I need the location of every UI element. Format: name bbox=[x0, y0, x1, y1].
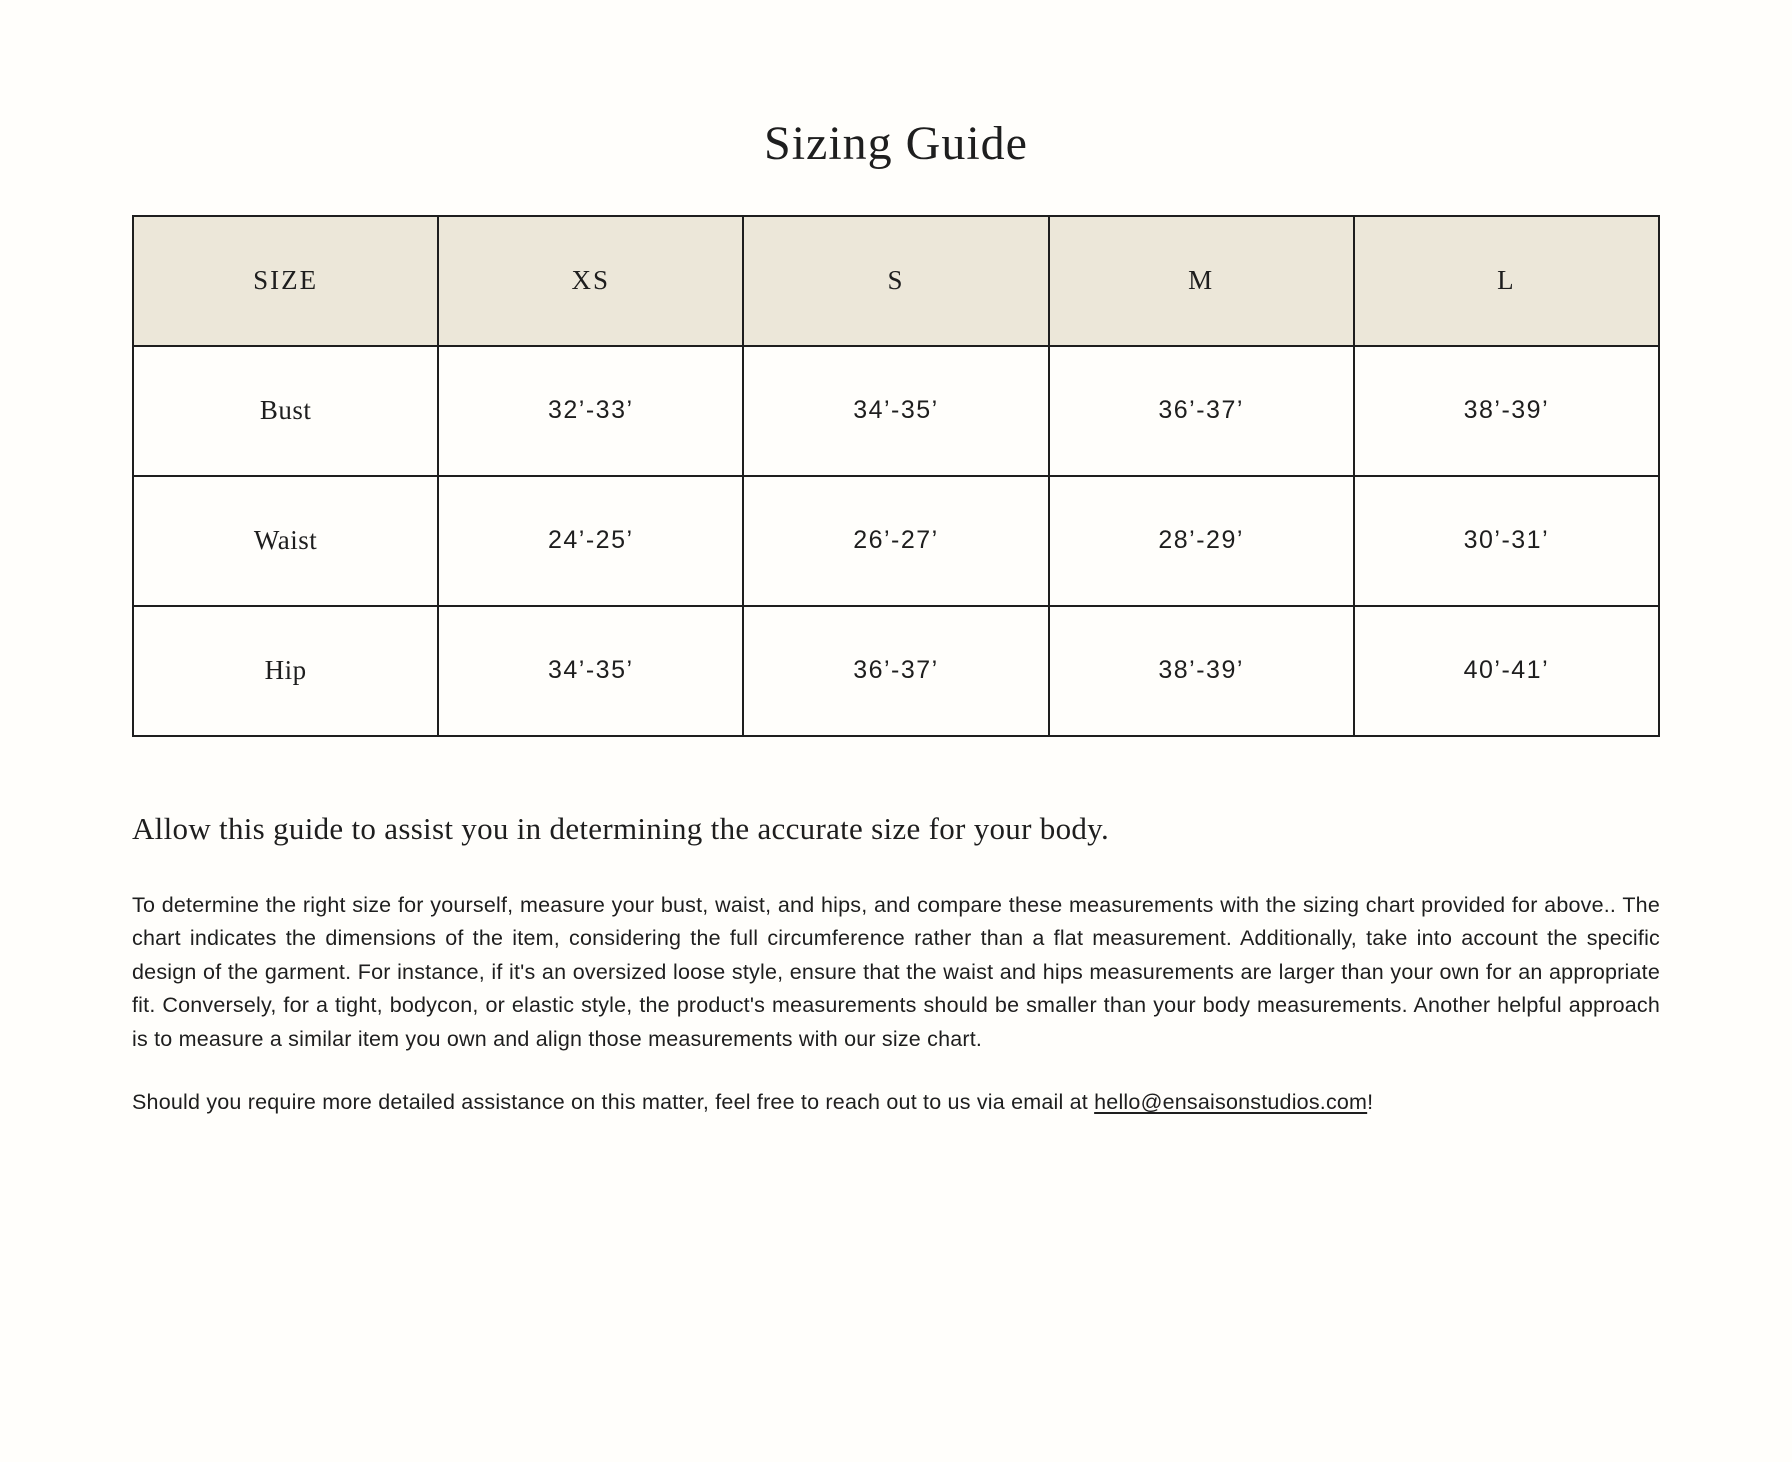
size-table-header-row bbox=[133, 216, 1659, 346]
header-size: SIZE bbox=[133, 216, 438, 346]
header-s: S bbox=[743, 216, 1048, 346]
table-row-waist bbox=[133, 476, 1659, 606]
header-xs: XS bbox=[438, 216, 743, 346]
bust-m-value: 36’-37’ bbox=[1049, 346, 1354, 476]
bust-s-value: 34’-35’ bbox=[743, 346, 1048, 476]
contact-suffix-text: ! bbox=[1367, 1090, 1374, 1115]
hip-l-value: 40’-41’ bbox=[1354, 606, 1659, 736]
contact-line bbox=[132, 1090, 1660, 1115]
hip-m-value: 38’-39’ bbox=[1049, 606, 1354, 736]
row-label-bust: Bust bbox=[133, 346, 438, 476]
sizing-instructions-paragraph: To determine the right size for yourself, measure your bust, waist, and hips, and compare these measurements with the sizing chart provided for above.. The chart indicates the dimensions of the item, considering the full circumference rather than a flat measurement. Additionally, take into account the specific design of the garment. For instance, if it's an oversized loose style, ensure that the waist and hips measurements are larger than your own for an appropriate fit. Conversely, for a tight, bodycon, or elastic style, the product's measurements should be smaller than your body measurements. Another helpful approach is to measure a similar item you own and align those measurements with our size chart. bbox=[132, 892, 1660, 1051]
header-m: M bbox=[1049, 216, 1354, 346]
email-link[interactable]: hello@ensaisonstudios.com bbox=[1094, 1090, 1368, 1115]
bust-l-value: 38’-39’ bbox=[1354, 346, 1659, 476]
hip-xs-value: 34’-35’ bbox=[438, 606, 743, 736]
table-row-hip bbox=[133, 606, 1659, 736]
waist-m-value: 28’-29’ bbox=[1049, 476, 1354, 606]
row-label-waist: Waist bbox=[133, 476, 438, 606]
waist-s-value: 26’-27’ bbox=[743, 476, 1048, 606]
contact-prefix-text: Should you require more detailed assistance on this matter, feel free to reach out to us via email at bbox=[132, 1090, 1095, 1115]
hip-s-value: 36’-37’ bbox=[743, 606, 1048, 736]
page-title: Sizing Guide bbox=[764, 117, 1028, 170]
guide-subheading: Allow this guide to assist you in determining the accurate size for your body. bbox=[132, 810, 1110, 846]
row-label-hip: Hip bbox=[133, 606, 438, 736]
waist-l-value: 30’-31’ bbox=[1354, 476, 1659, 606]
size-chart-table bbox=[132, 215, 1660, 737]
bust-xs-value: 32’-33’ bbox=[438, 346, 743, 476]
header-l: L bbox=[1354, 216, 1659, 346]
sizing-guide-page bbox=[0, 118, 1792, 1115]
waist-xs-value: 24’-25’ bbox=[438, 476, 743, 606]
table-row-bust bbox=[133, 346, 1659, 476]
